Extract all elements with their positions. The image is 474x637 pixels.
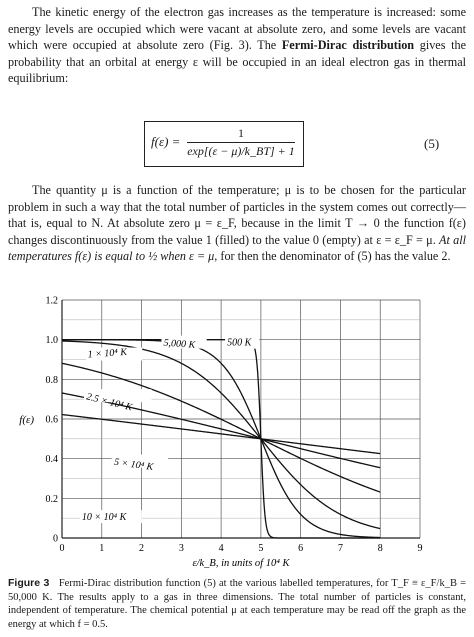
- paragraph-fermi-intro: [8, 4, 466, 87]
- y-tick-label: 0: [53, 533, 58, 545]
- equation-numerator: 1: [238, 126, 244, 140]
- x-axis-label: ε/k_B, in units of 10⁴ K: [192, 558, 290, 569]
- curve-label: 10 × 10⁴ K: [81, 512, 127, 524]
- potential-text-end: for then the denominator of (5) has the value 2.: [217, 249, 451, 263]
- equation-denominator: exp[(ε − μ)/k_BT] + 1: [187, 144, 295, 158]
- y-tick-label: 1.2: [45, 295, 58, 307]
- curve-label: 1 × 10⁴ K: [87, 346, 128, 361]
- fermi-dirac-chart: [8, 290, 468, 575]
- y-tick-label: 0.8: [45, 374, 58, 386]
- curve-label: 2.5 × 10⁴ K: [85, 391, 134, 414]
- y-tick-label: 0.4: [45, 454, 58, 466]
- caption-text: Fermi-Dirac distribution function (5) at the various labelled temperatures, for T_F ≡ ε_F/k_B = 50,000 K. The results apply to a gas in three dimensions. The total number of particles is constant, independent of temperature. The chemical potential μ at each temperature may be read off the graph as the energy at which f = 0.5.: [8, 578, 467, 630]
- curve-label: 5,000 K: [163, 337, 196, 351]
- x-tick-label: 3: [178, 543, 184, 554]
- potential-text: The quantity μ is a function of the temperature; μ is to be chosen for the particular problem in such a way that the total number of particles in the system comes out correctly—that is, equal to N. At absolute zero μ = ε_F, because in the limit T → 0 the function f(ε) changes discontinuously from the value 1 (filled) to the value 0 (empty) at ε = ε_F = μ.: [8, 183, 466, 247]
- y-tick-label: 0.2: [45, 493, 58, 505]
- equation-box: [144, 121, 304, 167]
- equation-fraction: [187, 126, 295, 159]
- fermi-dirac-term: Fermi-Dirac distribution: [281, 38, 415, 52]
- x-tick-label: 8: [377, 543, 383, 554]
- x-tick-label: 4: [218, 543, 224, 554]
- x-tick-label: 2: [139, 543, 145, 554]
- intro-text: The kinetic energy of the electron gas increases as the temperature is increased: some energy levels are occupied which were vacant at absolute zero, and some levels are vacant which were occupied at absolute zero (Fig. 3). The: [8, 5, 466, 52]
- potential-italic: At all temperatures f(ε) is equal to ½ when ε = μ,: [8, 232, 466, 263]
- caption-label: Figure 3: [8, 577, 50, 589]
- y-tick-label: 0.6: [45, 414, 58, 426]
- x-tick-label: 5: [258, 543, 264, 554]
- figure-caption: [8, 577, 466, 631]
- y-axis-label: f(ε): [19, 414, 34, 426]
- curve-label: 500 K: [227, 337, 252, 349]
- chart-curve-labels: [80, 336, 259, 524]
- intro-text-end: gives the probability that an orbital at energy ε will be occupied in an ideal electron gas in thermal equilibrium:: [8, 38, 466, 85]
- x-tick-label: 7: [337, 543, 343, 554]
- equation-lhs: f(ε) =: [151, 134, 181, 149]
- fraction-bar: [187, 142, 295, 143]
- x-tick-label: 6: [298, 543, 304, 554]
- x-tick-label: 1: [99, 543, 105, 554]
- equation-number: (5): [424, 136, 440, 151]
- curve-label: 5 × 10⁴ K: [113, 456, 154, 474]
- y-tick-label: 1.0: [45, 335, 58, 347]
- x-tick-label: 9: [417, 543, 423, 554]
- paragraph-chemical-potential: [8, 182, 466, 265]
- x-tick-label: 0: [59, 543, 65, 554]
